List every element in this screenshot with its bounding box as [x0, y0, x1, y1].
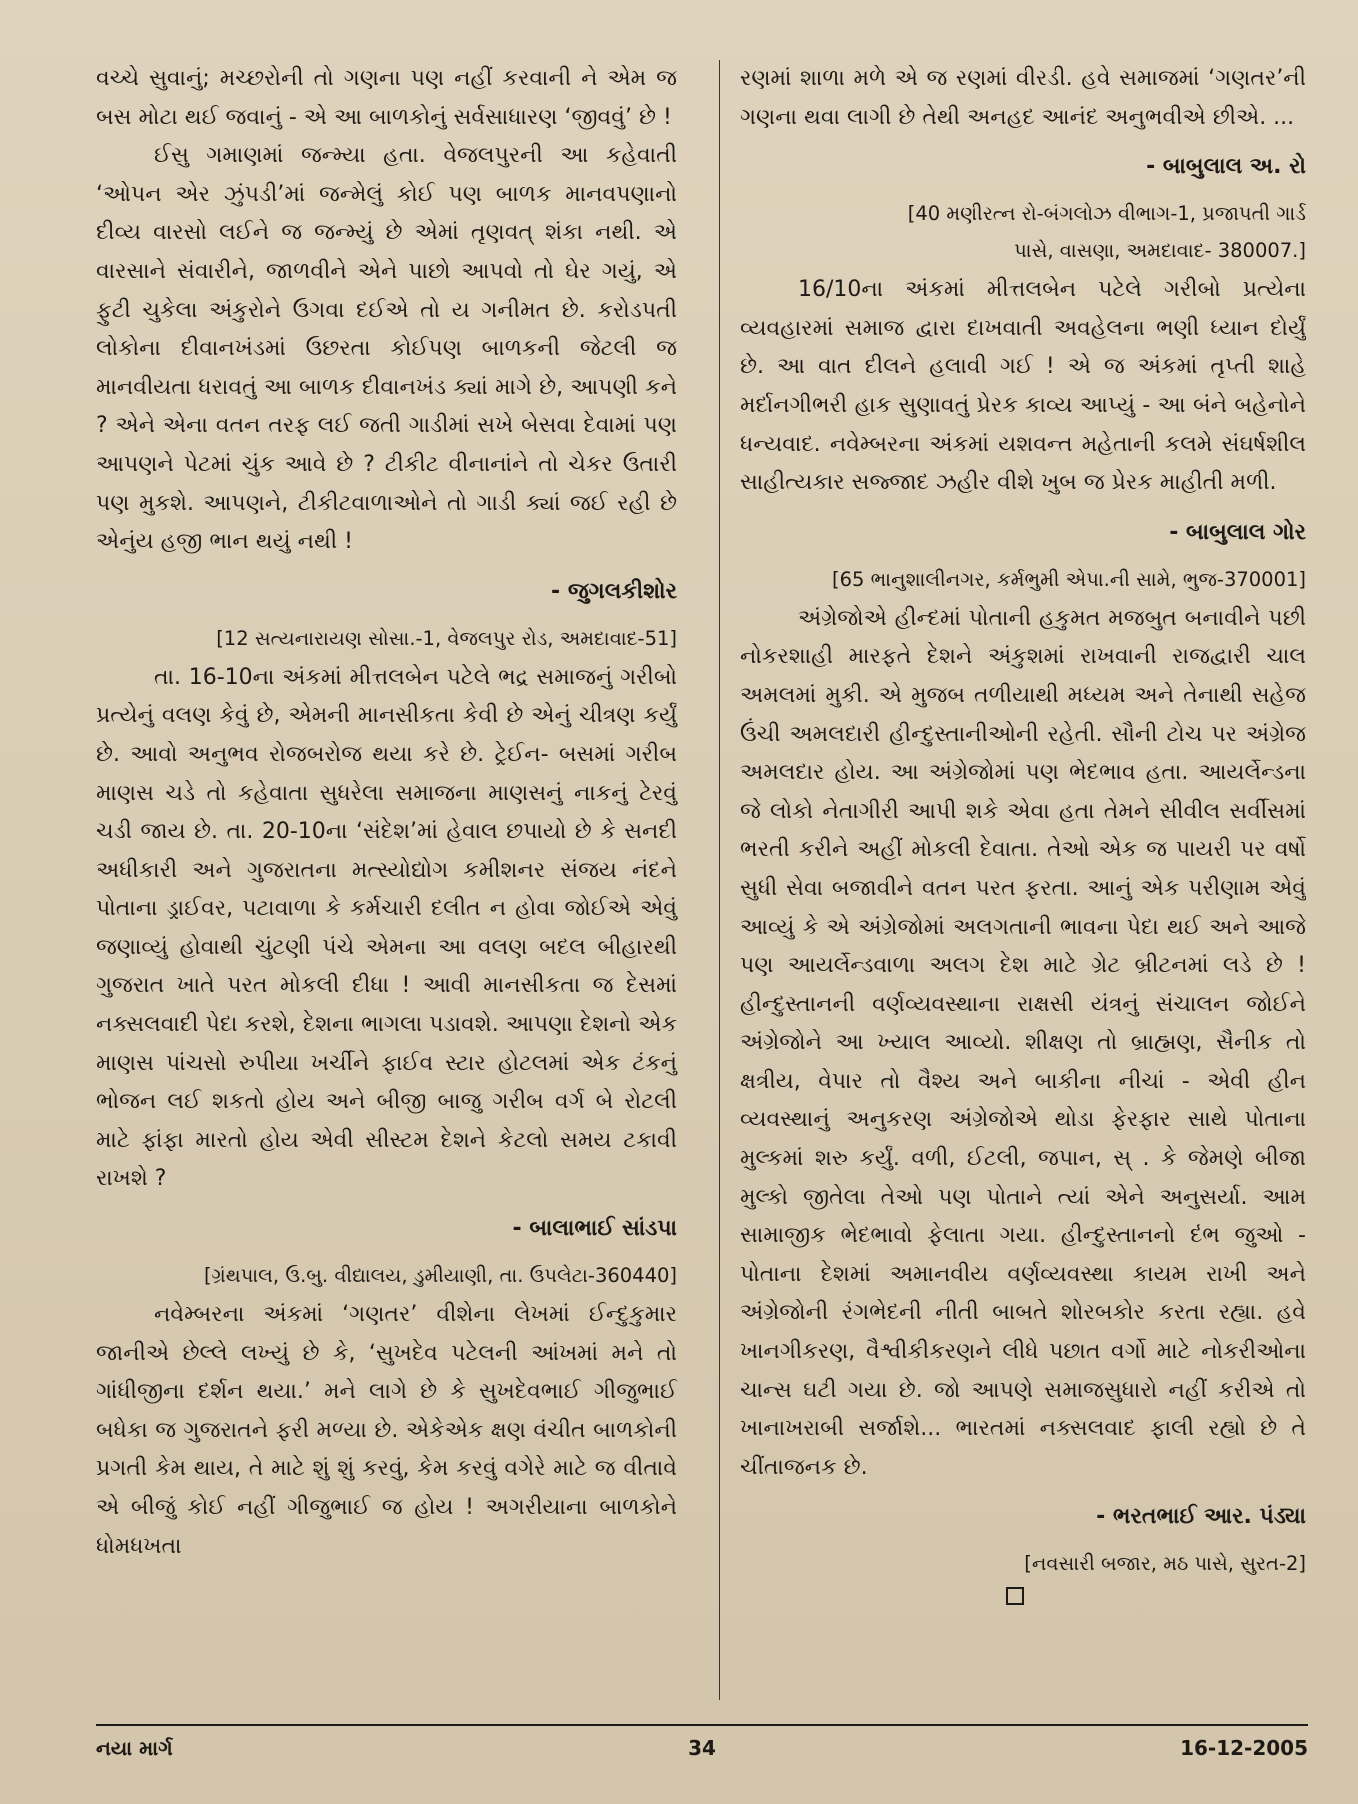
letter-paragraph: રણમાં શાળા મળે એ જ રણમાં વીરડી. હવે સમાજમાં ‘ગણતર’ની ગણના થવા લાગી છે તેથી અનહદ આનંદ અનુભવીએ છીએ. ...: [740, 66, 1306, 130]
letter-address-line: [40 મણીરત્ન રો-બંગલોઝ વીભાગ-1, પ્રજાપતી ગાર્ડ: [907, 202, 1306, 226]
letter-address: [ગ્રંથપાલ, ઉ.બુ. વીદ્યાલય, ડુમીયાણી, તા. ઉપલેટા-360440]: [203, 1264, 677, 1288]
letter-paragraph: વચ્ચે સુવાનું; મચ્છરોની તો ગણના પણ નહીં કરવાની ને એમ જ બસ મોટા થઈ જવાનું - એ આ બાળકોનું સર્વસાધારણ ‘જીવવું’ છે !: [96, 66, 677, 130]
letter-address-line: પાસે, વાસણા, અમદાવાદ- 380007.]: [1014, 239, 1306, 263]
letter-signature: - બાલાભાઈ સાંડપા: [512, 1216, 677, 1242]
letter-paragraph: ઈસુ ગમાણમાં જન્મ્યા હતા. વેજલપુરની આ કહેવાતી ‘ઓપન એર ઝુંપડી’માં જન્મેલું કોઈ પણ બાળક માનવપણાનો દીવ્ય વારસો લઈને જ જન્મ્યું છે એમાં તૃણવત્ શંકા નથી. એ વારસાને સંવારીને, જાળવીને એને પાછો આપવો તો ઘેર ગયું, એ ફુટી ચુકેલા અંકુરોને ઉગવા દઈએ તો ય ગનીમત છે. કરોડપતી લોકોના દીવાનખંડમાં ઉછરતા કોઈપણ બાળકની જેટલી જ માનવીયતા ધરાવતું આ બાળક દીવાનખંડ ક્યાં માગે છે, આપણી કને ? એને એના વતન તરફ લઈ જતી ગાડીમાં સખે બેસવા દેવામાં પણ આપણને પેટમાં ચુંક આવે છે ? ટીકીટ વીનાનાંને તો ચેકર ઉતારી પણ મુકશે. આપણને, ટીકીટવાળાઓને તો ગાડી ક્યાં જઈ રહી છે એનુંય હજી ભાન થયું નથી !: [96, 143, 677, 555]
end-square-icon: [1006, 1587, 1024, 1605]
letter-paragraph: 16/10ના અંકમાં મીત્તલબેન પટેલે ગરીબો પ્રત્યેના વ્યવહારમાં સમાજ દ્વારા દાખવાતી અવહેલના ભણી ધ્યાન દોર્યું છે. આ વાત દીલને હલાવી ગઈ ! એ જ અંકમાં તૃપ્તી શાહે મર્દાનગીભરી હાક સુણાવતું પ્રેરક કાવ્ય આપ્યું - આ બંને બહેનોને ધન્યવાદ. નવેમ્બરના અંકમાં યશવન્ત મહેતાની કલમે સંઘર્ષશીલ સાહીત્યકાર સજ્જાદ ઝહીર વીશે ખુબ જ પ્રેરક માહીતી મળી.: [740, 277, 1306, 496]
letter-address: [નવસારી બજાર, મઠ પાસે, સુરત-2]: [1024, 1552, 1306, 1576]
issue-date: 16-12-2005: [1180, 1736, 1308, 1760]
letter-signature: - જુગલકીશોર: [551, 578, 677, 604]
left-column: [96, 60, 685, 1700]
article-columns: [96, 60, 1308, 1700]
letter-paragraph: નવેમ્બરના અંકમાં ‘ગણતર’ વીશેના લેખમાં ઈન્દુકુમાર જાનીએ છેલ્લે લખ્યું છે કે, ‘સુખદેવ પટેલની આંખમાં મને તો ગાંધીજીના દર્શન થયા.’ મને લાગે છે કે સુખદેવભાઈ ગીજુભાઈ બધેકા જ ગુજરાતને ફરી મળ્યા છે. એકેએક ક્ષણ વંચીત બાળકોની પ્રગતી કેમ થાય, તે માટે શું શું કરવું, કેમ કરવું વગેરે માટે જ વીતાવે એ બીજું કોઈ નહીં ગીજુભાઈ જ હોય ! અગરીયાના બાળકોને ધોમધખતા: [96, 1302, 677, 1559]
letter-signature: - બાબુલાલ અ. રો: [1146, 154, 1306, 180]
end-of-article-mark: [740, 1584, 1306, 1614]
page-number: 34: [688, 1736, 716, 1760]
publication-name: નયા માર્ગ: [96, 1736, 173, 1760]
right-column: [719, 60, 1306, 1700]
letter-paragraph: અંગ્રેજોએ હીન્દમાં પોતાની હકુમત મજબુત બનાવીને પછી નોકરશાહી મારફતે દેશને અંકુશમાં રાખવાની રાજદ્વારી ચાલ અમલમાં મુકી. એ મુજબ તળીયાથી મધ્યમ અને તેનાથી સહેજ ઉંચી અમલદારી હીન્દુસ્તાનીઓની રહેતી. સૌની ટોચ પર અંગ્રેજ અમલદાર હોય. આ અંગ્રેજોમાં પણ ભેદભાવ હતા. આયર્લેન્ડના જે લોકો નેતાગીરી આપી શકે એવા હતા તેમને સીવીલ સર્વીસમાં ભરતી કરીને અહીં મોકલી દેવાતા. તેઓ એક જ પાયરી પર વર્ષો સુધી સેવા બજાવીને વતન પરત ફરતા. આનું એક પરીણામ એવું આવ્યું કે એ અંગ્રેજોમાં અલગતાની ભાવના પેદા થઈ અને આજે પણ આયર્લેન્ડવાળા અલગ દેશ માટે ગ્રેટ બ્રીટનમાં લડે છે ! હીન્દુસ્તાનની વર્ણવ્યવસ્થાના રાક્ષસી યંત્રનું સંચાલન જોઈને અંગ્રેજોને આ ખ્યાલ આવ્યો. શીક્ષણ તો બ્રાહ્મણ, સૈનીક તો ક્ષત્રીય, વેપાર તો વૈશ્ય અને બાકીના નીચાં - એવી હીન વ્યવસ્થાનું અનુકરણ અંગ્રેજોએ થોડા ફેરફાર સાથે પોતાના મુલ્કમાં શરુ કર્યું. વળી, ઈટલી, જપાન, સ્ . કે જેમણે બીજા મુલ્કો જીતેલા તેઓ પણ પોતાને ત્યાં એને અનુસર્યા. આમ સામાજીક ભેદભાવો ફેલાતા ગયા. હીન્દુસ્તાનનો દંભ જુઓ - પોતાના દેશમાં અમાનવીય વર્ણવ્યવસ્થા કાયમ રાખી અને અંગ્રેજોની રંગભેદની નીતી બાબતે શોરબકોર કરતા રહ્યા. હવે ખાનગીકરણ, વૈશ્વીકીકરણને લીધે પછાત વર્ગો માટે નોકરીઓના ચાન્સ ઘટી ગયા છે. જો આપણે સમાજસુધારો નહીં કરીએ તો ખાનાખરાબી સર્જાશે... ભારતમાં નક્સલવાદ ફાલી રહ્યો છે તે ચીંતાજનક છે.: [740, 605, 1306, 1480]
letter-signature: - ભરતભાઈ આર. પંડ્યા: [1096, 1504, 1306, 1530]
letter-paragraph: તા. 16-10ના અંકમાં મીત્તલબેન પટેલે ભદ્ર સમાજનું ગરીબો પ્રત્યેનું વલણ કેવું છે, એમની માનસીકતા કેવી છે એનું ચીત્રણ કર્યું છે. આવો અનુભવ રોજબરોજ થયા કરે છે. ટ્રેઈન- બસમાં ગરીબ માણસ ચડે તો કહેવાતા સુધરેલા સમાજના માણસનું નાકનું ટેરવું ચડી જાય છે. તા. 20-10ના ‘સંદેશ’માં હેવાલ છપાયો છે કે સનદી અધીકારી અને ગુજરાતના મત્સ્યોદ્યોગ કમીશનર સંજય નંદને પોતાના ડ્રાઈવર, પટાવાળા કે કર્મચારી દલીત ન હોવા જોઈએ એવું જણાવ્યું હોવાથી ચુંટણી પંચે એમના આ વલણ બદલ બીહારથી ગુજરાત ખાતે પરત મોકલી દીધા ! આવી માનસીકતા જ દેસમાં નક્સલવાદી પેદા કરશે, દેશના ભાગલા પડાવશે. આપણા દેશનો એક માણસ પાંચસો રુપીયા ખર્ચીને ફાઈવ સ્ટાર હોટલમાં એક ટંકનું ભોજન લઈ શકતો હોય અને બીજી બાજુ ગરીબ વર્ગ બે રોટલી માટે ફાંફા મારતો હોય એવી સીસ્ટમ દેશને કેટલો સમય ટકાવી રાખશે ?: [96, 664, 677, 1192]
letter-signature: - બાબુલાલ ગોર: [1169, 519, 1306, 545]
letter-address: [65 ભાનુશાલીનગર, કર્મભુમી એપા.ની સામે, ભુજ-370001]: [832, 567, 1306, 591]
page-footer: [96, 1724, 1308, 1760]
letter-address: [12 સત્યનારાયણ સોસા.-1, વેજલપુર રોડ, અમદાવાદ-51]: [216, 626, 677, 650]
